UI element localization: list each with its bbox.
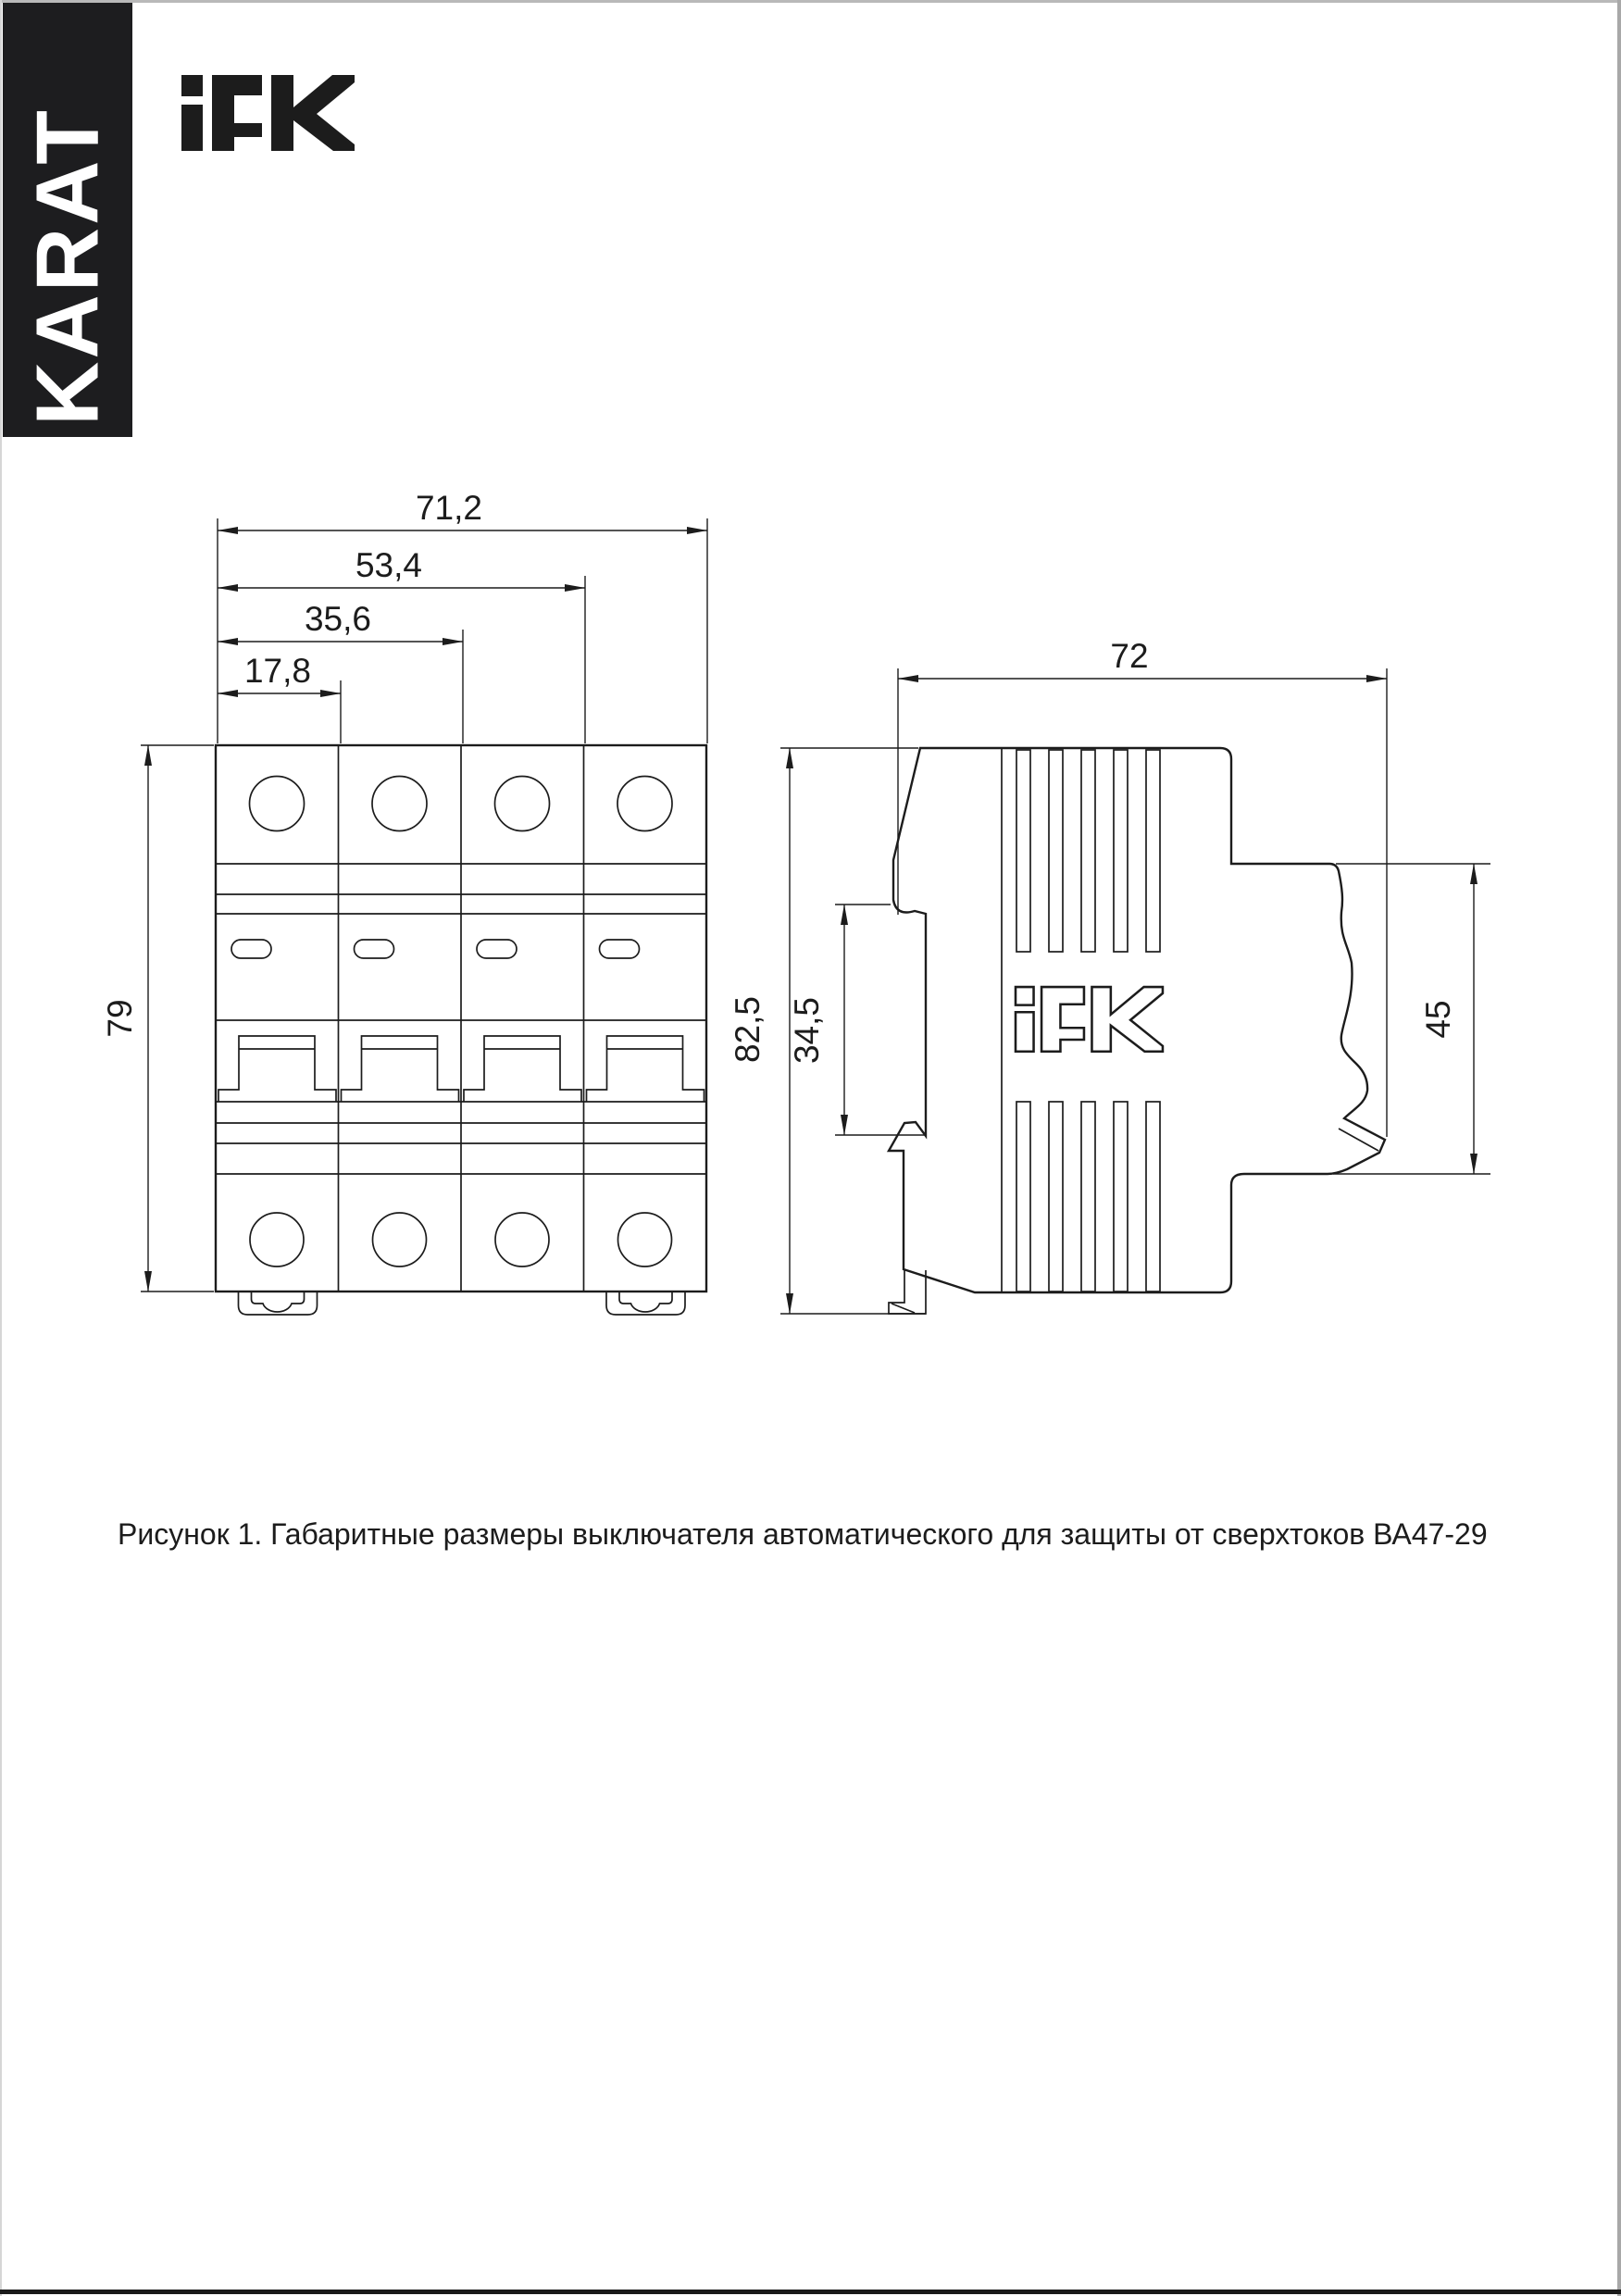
dim-two-modules: 35,6 [304,600,372,638]
page-border-left [0,0,2,2296]
front-view-dimensions [141,518,707,1292]
vent-slots-upper [1016,750,1160,952]
side-view-dimensions [780,668,1490,1314]
page-border-right [1617,0,1621,2296]
iek-logo [181,75,355,151]
iek-logo-side [1016,987,1163,1052]
dim-one-module: 17,8 [243,652,312,690]
dim-total-width: 71,2 [415,489,483,527]
din-spring-clip [889,1270,926,1314]
module-separators [339,745,584,1292]
side-view [729,637,1490,1314]
breaker-body-side [889,748,1385,1292]
dim-depth: 72 [1110,637,1149,675]
karat-label: KARAT [18,107,118,426]
sidebar-karat [3,3,132,437]
page-border-bottom [0,2290,1621,2294]
figure-caption: Рисунок 1. Габаритные размеры выключателя автоматического для защиты от сверхтоков ВА47-29 [118,1517,1488,1551]
dim-front-face-height: 45 [1419,1000,1457,1039]
dim-front-height: 79 [101,999,139,1038]
dim-three-modules: 53,4 [355,546,423,584]
dim-total-height: 82,5 [729,995,767,1064]
front-view [101,489,707,1315]
vent-slots-lower [1016,1102,1160,1292]
din-clip-front [239,1291,686,1315]
page-border-top [0,0,1621,3]
dim-rail-window: 34,5 [788,996,826,1065]
